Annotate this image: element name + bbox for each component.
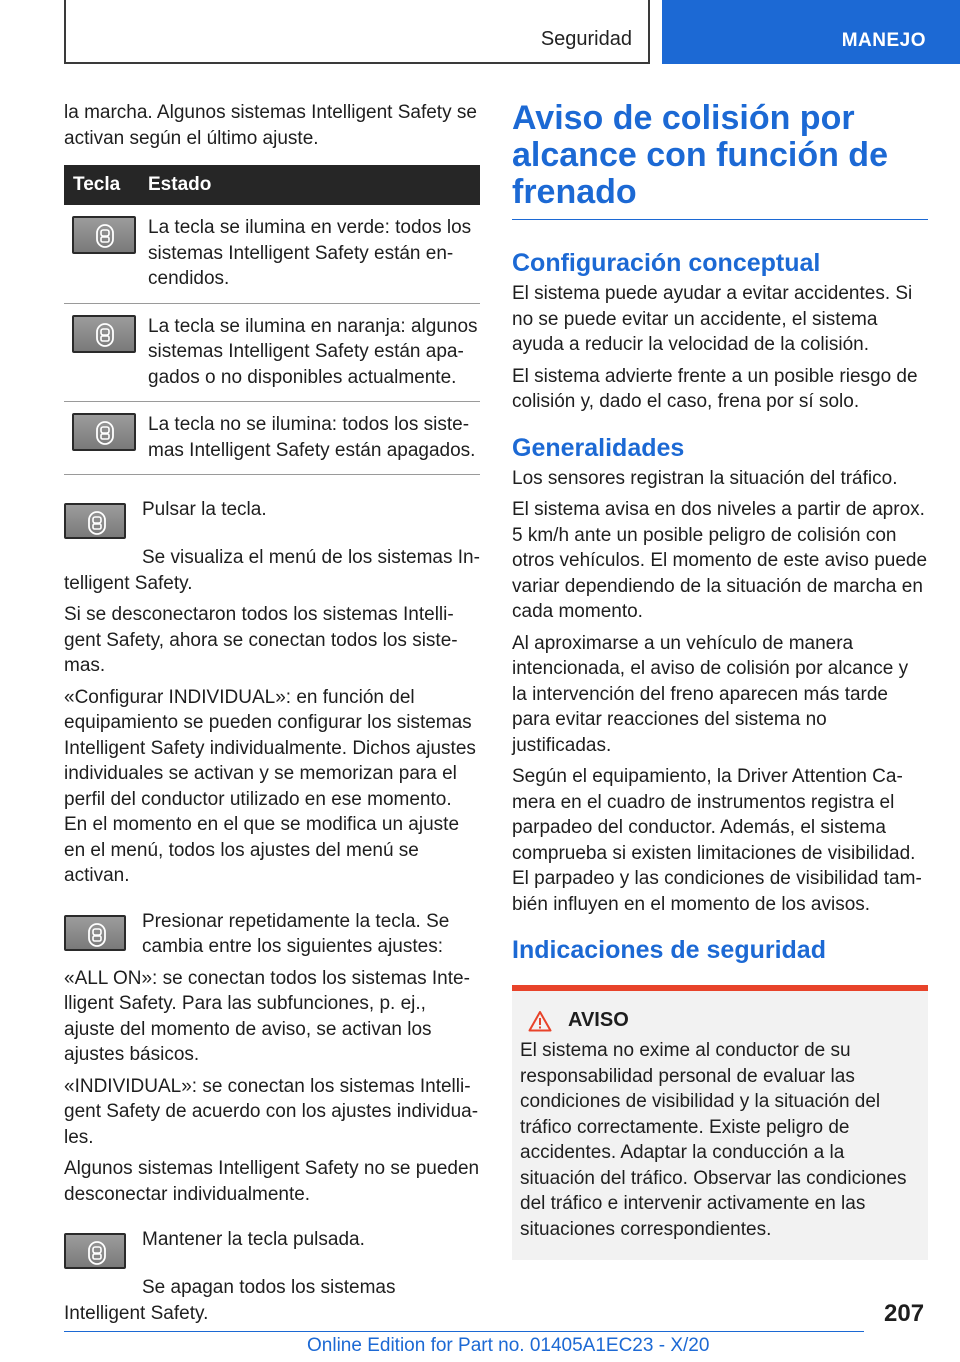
warning-title bbox=[520, 1009, 920, 1032]
intelligent-safety-key-icon bbox=[72, 216, 136, 254]
warning-label: AVISO bbox=[568, 1009, 629, 1031]
paragraph: Según el equipamiento, la Driver Attention Camera en el cuadro de instrumentos registra el parpadeo del conductor. Además, el sistema comprueba si existen limitaciones de visibilidad. El parpadeo y las condiciones de visibilidad también influyen en el momento de los avisos. bbox=[512, 766, 922, 915]
table-cell-state: La tecla se ilumina en naranja: algunos sistemas Intelligent Safety están apagados o no disponibles actualmente. bbox=[148, 315, 478, 388]
paragraph: Al aproximarse a un vehículo de manera intencionada, el aviso de colisión por alcance y la intervención del freno aparecen más tarde para evitar reacciones del sistema no justificadas. bbox=[512, 632, 909, 756]
footer-edition: Online Edition for Part no. 01405A1EC23 - X/20 bbox=[307, 1335, 710, 1356]
page-number: 207 bbox=[884, 1300, 925, 1327]
paragraph: Los sensores registran la situación del tráfico. bbox=[512, 467, 898, 489]
paragraph: «INDIVIDUAL»: se conectan los sistemas Intelligent Safety de acuerdo con los ajustes individuales. bbox=[64, 1075, 479, 1148]
table-row bbox=[64, 402, 480, 475]
action-step-hold bbox=[64, 1227, 480, 1269]
intro-paragraph: la marcha. Algunos sistemas Intelligent Safety se activan según el último ajuste. bbox=[64, 102, 477, 149]
table-cell-state: La tecla se ilumina en verde: todos los sistemas Intelligent Safety están encendidos. bbox=[148, 217, 472, 289]
intelligent-safety-key-icon bbox=[64, 915, 126, 951]
chapter-title: MANEJO bbox=[841, 30, 926, 51]
action-step-repeat bbox=[64, 909, 480, 966]
footer-divider bbox=[64, 1331, 864, 1332]
paragraph: El sistema avisa en dos niveles a partir de aprox. 5 km/h ante un posible peligro de colisión con otros vehículos. El momento de este aviso puede variar dependiendo de la situación de marcha en cada momento. bbox=[512, 499, 928, 622]
left-column bbox=[64, 100, 480, 1332]
action-step-press bbox=[64, 497, 480, 539]
table-header-key: Tecla bbox=[73, 174, 121, 195]
action-text: Pulsar la tecla. bbox=[142, 499, 267, 520]
key-state-table bbox=[64, 165, 480, 475]
warning-box bbox=[512, 985, 928, 1260]
right-column bbox=[512, 100, 928, 1260]
action-result: Se apagan todos los sistemas Intelligent Safety. bbox=[64, 1277, 396, 1324]
intelligent-safety-key-icon bbox=[72, 315, 136, 353]
intelligent-safety-key-icon bbox=[64, 503, 126, 539]
warning-text: El sistema no exime al conductor de su responsabilidad personal de evaluar las condiciones de visibilidad y la situación del tráfico correctamente. Existe peligro de accidentes. Adaptar la conducción a la situación del tráfico. Observar las condiciones del tráfico e intervenir activamente en las situaciones correspondientes. bbox=[520, 1040, 907, 1240]
paragraph: «ALL ON»: se conectan todos los sistemas Intelligent Safety. Para las subfunciones, p. ej., ajuste del momento de aviso, se activan los ajustes básicos. bbox=[64, 967, 470, 1065]
table-cell-state: La tecla no se ilumina: todos los sistemas Intelligent Safety están apagados. bbox=[148, 414, 476, 461]
table-header bbox=[64, 165, 480, 205]
paragraph: El sistema puede ayudar a evitar accidentes. Si no se puede evitar un accidente, el sistema ayuda a reducir la velocidad de la colisión. bbox=[512, 283, 913, 355]
paragraph: Si se desconectaron todos los sistemas Intelligent Safety, ahora se conectan todos los sistemas. bbox=[64, 604, 458, 676]
action-result: Se visualiza el menú de los sistemas Intelligent Safety. bbox=[64, 547, 480, 594]
table-row bbox=[64, 205, 480, 304]
header-section-tab bbox=[64, 0, 650, 64]
table-header-state: Estado bbox=[148, 174, 212, 195]
paragraph: «Configurar INDIVIDUAL»: en función del equipamiento se pueden configurar los sistemas Intelligent Safety individualmente. Dichos ajustes individuales se activan y se memorizan para el perfil del conductor utilizado en ese momento. En el momento en el que se modifica un ajuste en el menú, todos los ajustes del menú se activan. bbox=[64, 686, 476, 886]
section-heading-safety: Indicaciones de seguridad bbox=[512, 936, 826, 964]
paragraph: Algunos sistemas Intelligent Safety no se pueden desconectar individualmente. bbox=[64, 1158, 480, 1205]
intelligent-safety-key-icon bbox=[64, 1233, 126, 1269]
header-chapter-tab bbox=[662, 0, 960, 64]
warning-triangle-icon bbox=[528, 1010, 552, 1032]
action-text: Mantener la tecla pulsada. bbox=[142, 1229, 365, 1250]
section-heading-general: Generalidades bbox=[512, 433, 685, 462]
action-text: Presionar repetidamente la tecla. Se cambia entre los siguientes ajustes: bbox=[142, 910, 450, 957]
section-title: Seguridad bbox=[540, 28, 632, 50]
paragraph: El sistema advierte frente a un posible riesgo de colisión y, dado el caso, frena por sí solo. bbox=[512, 365, 918, 412]
section-heading-concept: Configuración conceptual bbox=[512, 249, 821, 277]
page-title: Aviso de colisión por alcance con función de frenado bbox=[512, 100, 928, 220]
table-row bbox=[64, 304, 480, 403]
intelligent-safety-key-icon bbox=[72, 413, 136, 451]
